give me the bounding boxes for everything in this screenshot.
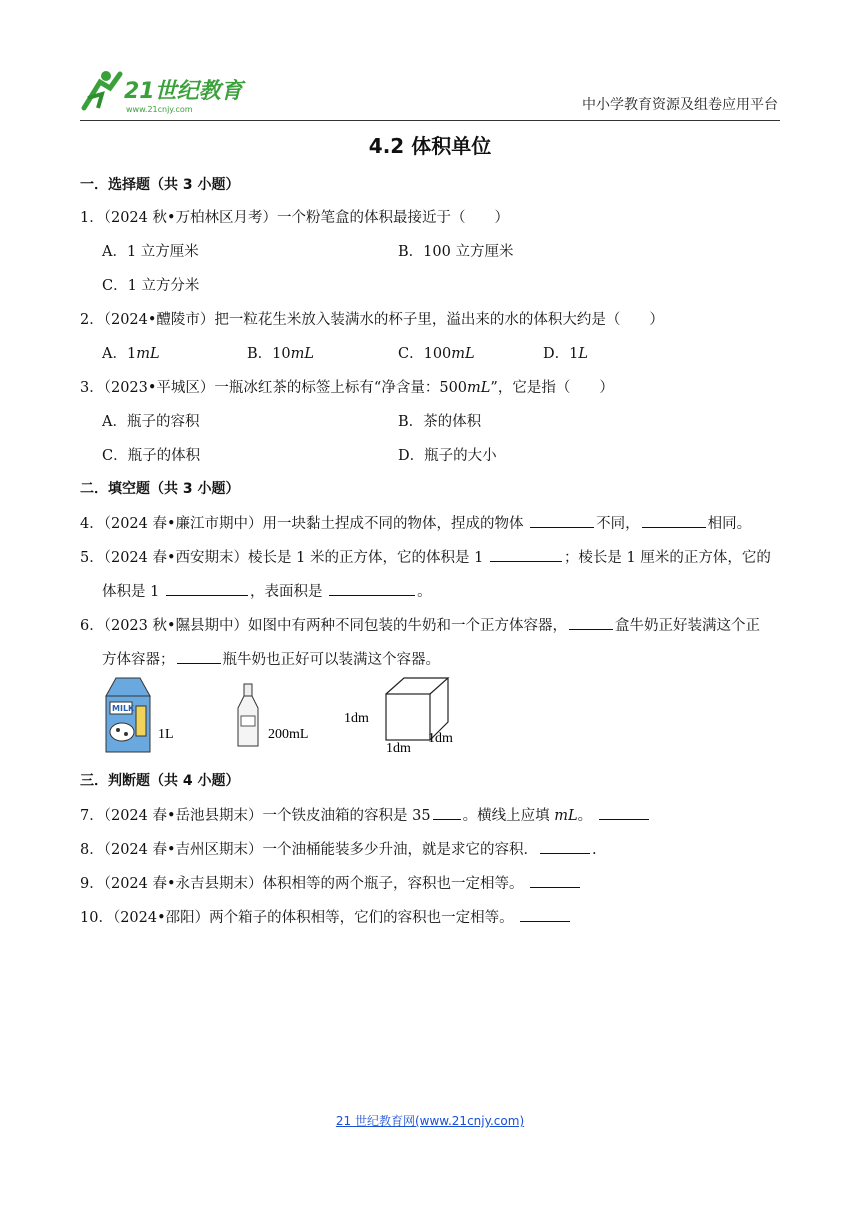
answer-blank[interactable] [569, 615, 613, 630]
milk-carton-image [106, 678, 150, 752]
cube-height-label: 1dm [344, 711, 369, 726]
cube-width-label: 1dm [386, 741, 411, 756]
answer-blank[interactable] [177, 649, 221, 664]
page-header [80, 64, 780, 121]
answer-blank[interactable] [329, 581, 415, 596]
question-5-line-1: 5．（2024 春•西安期末）棱长是 1 米的正方体，它的体积是 1 ；棱长是 1 厘米的正方体，它的 [80, 546, 771, 567]
question-3-option-a: A．瓶子的容积 [102, 414, 200, 430]
question-6-line-1: 6．（2023 秋•隰县期中）如图中有两种不同包装的牛奶和一个正方体容器， 盒牛奶正好装满这个正 [80, 614, 760, 635]
section-heading-judge: 三．判断题（共 4 小题） [80, 773, 240, 789]
logo-url: www.21cnjy.com [126, 105, 193, 114]
answer-blank[interactable] [490, 547, 562, 562]
section-heading-fill: 二．填空题（共 3 小题） [80, 481, 240, 497]
question-10: 10．（2024•邵阳）两个箱子的体积相等，它们的容积也一定相等。 [80, 906, 572, 927]
section-heading-choice: 一．选择题（共 3 小题） [80, 177, 240, 193]
question-8: 8．（2024 春•吉州区期末）一个油桶能装多少升油，就是求它的容积． . [80, 838, 597, 859]
answer-blank[interactable] [540, 839, 590, 854]
footer-link[interactable]: 21 世纪教育网(www.21cnjy.com) [335, 1114, 525, 1128]
bottle-volume-label: 200mL [268, 727, 309, 742]
question-2-option-c: C．100mL [398, 346, 475, 362]
question-2-option-d: D．1L [543, 346, 588, 362]
answer-blank[interactable] [520, 907, 570, 922]
answer-blank[interactable] [166, 581, 248, 596]
answer-blank[interactable] [530, 513, 594, 528]
logo [80, 68, 260, 116]
question-1-stem: 1．（2024 秋•万柏林区月考）一个粉笔盒的体积最接近于（ ） [80, 210, 510, 226]
question-2-option-b: B．10mL [247, 346, 314, 362]
page-title: 4.2 体积单位 [368, 134, 492, 158]
question-9: 9．（2024 春•永吉县期末）体积相等的两个瓶子，容积也一定相等。 [80, 872, 582, 893]
question-3-option-b: B．茶的体积 [398, 414, 482, 430]
cube-depth-label: 1dm [428, 731, 453, 746]
page-footer [0, 1112, 860, 1129]
question-4: 4．（2024 春•廉江市期中）用一块黏土捏成不同的物体，捏成的物体 不同， 相同。 [80, 512, 751, 533]
question-1-option-a: A．1 立方厘米 [102, 244, 199, 260]
question-5-line-2: 体积是 1 ，表面积是 。 [102, 580, 432, 601]
question-3-stem: 3．（2023•平城区）一瓶冰红茶的标签上标有“净含量：500mL”，它是指（ ） [80, 380, 614, 396]
carton-volume-label: 1L [158, 727, 174, 742]
question-2-stem: 2．（2024•醴陵市）把一粒花生米放入装满水的杯子里，溢出来的水的体积大约是（ ） [80, 312, 664, 328]
question-2-option-a: A．1mL [102, 346, 160, 362]
milk-cube-figure [100, 672, 470, 760]
question-3-option-c: C．瓶子的体积 [102, 448, 201, 464]
question-1-option-c: C．1 立方分米 [102, 278, 200, 294]
answer-blank[interactable] [433, 805, 461, 820]
question-1-option-b: B．100 立方厘米 [398, 244, 514, 260]
carton-milk-text: MILK [112, 704, 135, 713]
answer-blank[interactable] [599, 805, 649, 820]
answer-blank[interactable] [530, 873, 580, 888]
question-6-line-2: 方体容器； 瓶牛奶也正好可以装满这个容器。 [102, 648, 440, 669]
milk-bottle-image [238, 684, 258, 746]
logo-text: 21世纪教育 [124, 79, 243, 104]
question-7: 7．（2024 春•岳池县期末）一个铁皮油箱的容积是 35 。横线上应填 mL。 [80, 804, 651, 825]
question-3-option-d: D．瓶子的大小 [398, 448, 497, 464]
header-platform-text: 中小学教育资源及组卷应用平台 [582, 97, 778, 113]
answer-blank[interactable] [642, 513, 706, 528]
